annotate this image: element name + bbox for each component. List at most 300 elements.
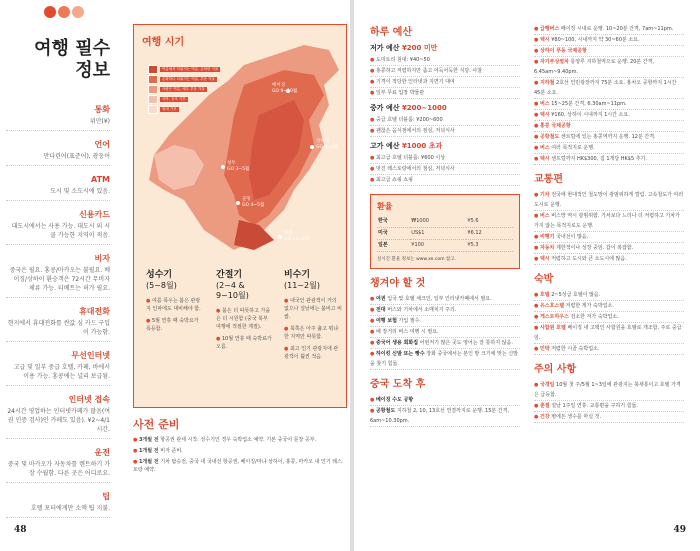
season-column-item <box>146 317 204 333</box>
city-label-chengdu <box>227 161 249 173</box>
city-label-line: 쿤밍 <box>242 197 251 202</box>
season-column-months <box>284 281 342 291</box>
bullet-icon: ● <box>534 292 540 298</box>
bullet-icon: ● <box>534 145 540 151</box>
transport-item-text: 버스망 역시 광범위함. 기차보다 느리나 더 저렴하고 기차가 가지 않는 목적지로도 운행. <box>534 213 680 229</box>
page-gutter <box>350 0 354 551</box>
transport-item-key: 비행기 <box>539 234 555 240</box>
prep-title: 사전 준비 <box>133 418 180 431</box>
pack-item <box>370 338 520 349</box>
sidebar-entry-body: 호텔 포터에게만 소액 팁 지불. <box>6 502 110 518</box>
budget-tier-amount: ¥200~1000 <box>401 104 447 112</box>
lodging-item-text: 베이징 내 고택인 사합원을 호텔로 개조함. 주로 중급임. <box>534 325 682 341</box>
fx-title: 환율 <box>377 202 393 211</box>
airport-item-text: 2호선 인민광장까지 75분 소요. 홍차오 공항까지 1시간 45분 소요. <box>534 80 677 96</box>
season-column <box>284 270 342 365</box>
sidebar-entry-heading: 인터넷 접속 <box>68 395 110 404</box>
budget-item-text: 괜찮은 음식점에서의 점심, 저녁식사 <box>375 128 455 134</box>
bullet-icon: ● <box>534 59 540 65</box>
bullet-icon: ● <box>370 155 376 161</box>
bullet-icon: ● <box>370 296 376 302</box>
sidebar-entry-heading: 통화 <box>94 105 110 114</box>
airport-item-text: ¥80~100, 시내까지 약 30~60분 소요. <box>549 37 640 43</box>
fx-row <box>377 216 513 228</box>
lodging-item-text: 저렴한 게가 숙박업소. <box>564 303 614 309</box>
events-item <box>534 380 684 401</box>
right-column <box>534 24 684 423</box>
sidebar-entry-heading: ATM <box>91 175 110 184</box>
events-item-key: 건강 <box>539 414 550 420</box>
sidebar-entry-body: 만다린어(표준어), 광둥어 <box>6 150 110 166</box>
airport-item-text: 롱양루 지하철역으로 운행. 20분 간격, 6.45am~9.40pm. <box>534 59 655 75</box>
season-column-months <box>146 281 204 291</box>
events-item-text: 설날 1주일 연휴. 교통편을 구하기 힘듦. <box>549 403 638 409</box>
airport-item-key: 택시 <box>539 112 550 118</box>
transport-item <box>534 211 684 232</box>
season-columns <box>134 270 346 398</box>
pack-item-text: 버스와 기차에서 소매치기 주의. <box>385 307 457 313</box>
prep-item-key: 1개월 전 <box>138 459 159 465</box>
sidebar-entry <box>6 209 110 245</box>
bullet-icon: ● <box>534 325 540 331</box>
pack-item-key: 여권 <box>375 296 386 302</box>
city-label-line: GO 3~5월 <box>227 167 250 172</box>
legend-label: 사막, 건조 기후 <box>162 97 186 101</box>
season-column-item-text: 5월 연휴 때 숙박요가 폭등함. <box>146 318 199 332</box>
airport-item-text: 센트럴에 있는 홍콩역까지 운행. 12분 간격. <box>559 134 656 140</box>
fx-country: 미국 <box>377 228 410 240</box>
events-title: 주의 사항 <box>534 364 577 375</box>
bullet-icon: ● <box>534 346 540 352</box>
arrive-item-key: 공항철도 <box>375 408 396 414</box>
transport-item <box>534 254 684 265</box>
transport-item-text: 제한적이나 성장 중임. 갑이 복잡함. <box>554 245 634 251</box>
budget-item-text: 최고급 호텔 더블룸: ¥600 이상 <box>375 155 446 161</box>
sidebar-entry-body: 중국은 필요. 홍콩/마카오는 불필요. 베이징/상하이 환승객은 72시간 무비자 체류 가능. 티베트는 허가 필요. <box>6 264 110 298</box>
budget-item <box>370 77 520 88</box>
legend-row <box>148 75 230 84</box>
sidebar-entry-body: 고급 및 일부 중급 호텔, 카페, 바에서 이용 가능. 홍콩에는 널리 보급됨. <box>6 361 110 386</box>
budget-item-text: 일부 무료 입장 박물관 <box>375 90 425 96</box>
sidebar-entry <box>6 139 110 166</box>
city-label-line: GO 9~10월 <box>272 89 298 94</box>
bullet-icon: ● <box>284 346 290 352</box>
decorative-dots <box>44 6 84 18</box>
bullet-icon: ● <box>534 156 540 162</box>
transport-item-text: 저렴하고 도시와 큰 소도시에 많음. <box>549 256 627 262</box>
lodging-item-key: 민박 <box>539 346 550 352</box>
budget-item <box>370 66 520 77</box>
lodging-item <box>534 312 684 323</box>
pack-title: 챙겨야 할 것 <box>370 278 426 289</box>
budget-item <box>370 88 520 99</box>
airport-item-text: 15~25분 간격, 6.30am~11pm. <box>549 101 627 107</box>
pack-item <box>370 294 520 305</box>
sidebar-entry-body: 중국 및 마카오가 자동차를 렌트하기 가장 수월함. 다른 곳은 어디로요. <box>6 458 110 483</box>
pack-item <box>370 316 520 327</box>
pack-item-key: 전대 <box>375 307 386 313</box>
bullet-icon: ● <box>370 351 376 357</box>
budget-tier-amount: ¥200 미만 <box>401 44 438 52</box>
sidebar-entry <box>6 104 110 131</box>
transport-item-key: 자동차 <box>539 245 555 251</box>
budget-item <box>370 153 520 164</box>
legend-swatch <box>148 75 158 84</box>
sidebar-entry <box>6 174 110 201</box>
airport-item <box>534 99 684 110</box>
airport-item-key: 공항철도 <box>539 134 560 140</box>
airport-item-key: 택시 <box>539 156 550 162</box>
season-column-months-line: (5~8월) <box>146 281 177 290</box>
fx-amount: US$1 <box>410 228 466 240</box>
bullet-icon: ● <box>216 308 222 314</box>
legend-row <box>148 95 230 104</box>
budget-tier-name: 저가 예산 <box>370 44 402 52</box>
sidebar <box>0 0 112 551</box>
prep-item <box>133 436 345 444</box>
bullet-icon: ● <box>534 134 540 140</box>
fx-amount: ₩1000 <box>410 216 466 228</box>
airport-item <box>534 57 684 78</box>
transport-title: 교통편 <box>534 174 563 185</box>
sidebar-entry <box>6 306 110 342</box>
prep-item <box>133 458 345 474</box>
legend-label: 온화하다 더워지는 여름, 추운 겨울 <box>162 77 215 81</box>
prep-item-key: 1개월 전 <box>138 448 159 454</box>
arrive-item <box>370 406 520 427</box>
bullet-icon: ● <box>534 256 540 262</box>
airport-item <box>534 143 684 154</box>
airport-item-text: 베이징 시내로 운행. 10~20분 간격, 7am~11pm. <box>559 26 674 32</box>
city-label-line: 베이징 <box>272 83 286 88</box>
sidebar-entry-body: 위안(¥) <box>6 115 110 131</box>
sidebar-entry-heading: 비자 <box>94 254 110 263</box>
china-climate-map <box>134 25 346 270</box>
fx-row <box>377 228 513 240</box>
bullet-icon: ● <box>133 437 139 443</box>
sidebar-entry-body: 현지에서 휴대전화를 싼값 심 카드 구입이 가능함. <box>6 317 110 342</box>
budget-item <box>370 55 520 66</box>
events-item-key: 국경일 <box>539 382 555 388</box>
prep-item-text: 항공권 관세 시작. 성수기인 경우 숙박업소 예약. 기본 중국어 문장 공부. <box>158 437 317 443</box>
transport-item-text: 국내선이 많음. <box>554 234 589 240</box>
bullet-icon: ● <box>216 336 222 342</box>
fx-note: 실시간 환율 정보는 www.xe.com 참고. <box>377 257 457 262</box>
airport-item-key: 홍콩 국제공항 <box>539 123 571 129</box>
city-label-line: 청두 <box>227 161 236 166</box>
pack-item-text: 어떤저기 많은 곳도 영어는 잘 통하지 않음. <box>418 340 513 346</box>
lodging-item-text: 검소한 저가 숙박업소. <box>568 314 619 320</box>
bullet-icon: ● <box>284 298 290 304</box>
airport-item <box>534 78 684 99</box>
fx-country: 일본 <box>377 240 410 252</box>
legend-label: 여름에서 더워지는 여름, 온화한 겨울 <box>162 67 219 71</box>
season-column-title: 비수기 <box>284 270 311 280</box>
pack-item <box>370 327 520 338</box>
season-column-item-text: 10월 연휴 때 숙박료가 오름. <box>216 336 272 350</box>
arrive-item-key: 베이징 수도 공항 <box>375 397 414 403</box>
sidebar-entry-heading: 무선인터넷 <box>71 351 110 360</box>
season-column-body <box>146 297 204 333</box>
season-column-item-text: 최고 인기 관광지에 관광객이 훨씬 적음. <box>284 346 339 360</box>
season-column-months-line: (2~4 & <box>216 281 245 290</box>
budget-title: 하루 예산 <box>370 27 413 38</box>
legend-label: 열대 기후 <box>162 107 177 111</box>
transport-item <box>534 243 684 254</box>
bullet-icon: ● <box>370 329 376 335</box>
bullet-icon: ● <box>534 112 540 118</box>
bullet-icon: ● <box>370 128 376 134</box>
legend-row <box>148 65 230 74</box>
season-column-body <box>216 307 274 351</box>
airport-item-key: 급행버스 <box>539 26 560 32</box>
fx-value: ¥6.12 <box>466 228 513 240</box>
events-item <box>534 401 684 412</box>
lodging-item <box>534 344 684 355</box>
sidebar-entry-heading: 언어 <box>94 140 110 149</box>
season-column-item <box>284 345 342 361</box>
season-column-item <box>284 325 342 341</box>
bullet-icon: ● <box>370 79 376 85</box>
airport-item-text: 여러 목적지로 운행. <box>549 145 595 151</box>
season-column-title: 성수기 <box>146 270 173 280</box>
prep-section <box>133 416 345 477</box>
prep-item-text: 비자 준비. <box>158 448 183 454</box>
pack-item-key: 하이킹 신발 또는 빵수 <box>375 351 425 357</box>
legend-swatch <box>148 85 158 94</box>
lodging-title: 숙박 <box>534 274 554 285</box>
legend-row <box>148 85 230 94</box>
sidebar-entry <box>6 350 110 386</box>
fx-value: ¥5.6 <box>466 216 513 228</box>
bullet-icon: ● <box>370 90 376 96</box>
sidebar-entry-body: 도시 및 소도시에 있음. <box>6 185 110 201</box>
airport-item <box>534 35 684 46</box>
budget-item <box>370 115 520 126</box>
sidebar-entry-heading: 휴대전화 <box>79 307 110 316</box>
sidebar-entry-heading: 운전 <box>94 448 110 457</box>
lodging-item <box>534 301 684 312</box>
transport-item-key: 택시 <box>539 256 550 262</box>
bullet-icon: ● <box>133 459 139 465</box>
bullet-icon: ● <box>534 48 540 54</box>
bullet-icon: ● <box>370 177 376 183</box>
airport-item-text: 센트럴까지 HK$300, 집 1개당 HK$5 추가. <box>549 156 647 162</box>
city-label-line: GO 4~5월 <box>316 145 339 150</box>
lodging-item-key: 게스트하우스 <box>539 314 569 320</box>
airport-item-key: 택시 <box>539 37 550 43</box>
page-title-line: 여행 필수 <box>34 38 110 59</box>
season-column-item <box>284 297 342 321</box>
sidebar-entries <box>6 104 110 526</box>
transport-item-key: 기차 <box>539 192 550 198</box>
budget-item-text: 중급 호텔 더블룸: ¥200~600 <box>375 117 443 123</box>
bullet-icon: ● <box>534 303 540 309</box>
bullet-icon: ● <box>534 382 540 388</box>
budget-tier-name: 고가 예산 <box>370 142 402 150</box>
budget-tier-amount: ¥1000 초과 <box>401 142 443 150</box>
season-column-item-text: 여름 폭우는 붐은 관광지 인파에도 대비해야 함. <box>146 298 201 312</box>
pack-item-key: 중국어 생용 회화집 <box>375 340 419 346</box>
airport-item-text: ¥160, 상하이 시내까지 1시간 소요. <box>549 112 630 118</box>
sidebar-entry-heading: 신용카드 <box>79 210 110 219</box>
season-column-item-text: 북쪽은 아주 춥고 뭐냐한 지역만 따뜻함. <box>284 326 339 340</box>
page-title <box>18 38 110 82</box>
bullet-icon: ● <box>534 414 540 420</box>
budget-item-text: 기격이 적당한 인터넷과 지면기 대여 <box>375 79 455 85</box>
bullet-icon: ● <box>534 80 540 86</box>
budget-item-text: 홍콩허고 저렴하지만 좀고 어둑어둑한 식당. 사찰 <box>375 68 483 74</box>
bullet-icon: ● <box>534 403 540 409</box>
lodging-item-key: 호텔 <box>539 292 550 298</box>
fx-row <box>377 240 513 252</box>
middle-column <box>370 24 520 427</box>
events-item-key: 춘절 <box>539 403 550 409</box>
legend-row <box>148 105 230 114</box>
legend-swatch <box>148 95 158 104</box>
city-label-beijing <box>272 83 297 95</box>
pack-item <box>370 349 520 370</box>
sidebar-entry <box>6 447 110 483</box>
season-column-months-line: (11~2월) <box>284 281 320 290</box>
lodging-item-key: 사합원 호텔 <box>539 325 566 331</box>
lodging-item <box>534 290 684 301</box>
lodging-item <box>534 323 684 344</box>
airport-item-key: 버스 <box>539 101 550 107</box>
budget-item <box>370 164 520 175</box>
page-number-left: 48 <box>14 525 27 535</box>
bullet-icon: ● <box>146 318 152 324</box>
city-label-line: GO 11~2월 <box>284 237 310 242</box>
fx-country: 한국 <box>377 216 410 228</box>
map-legend <box>148 65 230 115</box>
city-label-line: 상하이 <box>316 139 330 144</box>
pack-item-text: 가입 필수. <box>397 318 422 324</box>
pack-item-text: 장화 중국에서는 본인 발 크기에 맞는 신발을 찾기 힘듦. <box>370 351 518 367</box>
pack-item-text: 입국 및 호텔 체크인, 일부 인터넷카페에서 필요. <box>385 296 492 302</box>
bullet-icon: ● <box>370 408 376 414</box>
budget-tier-heading <box>370 141 520 151</box>
lodging-item-key: 유스호스텔 <box>539 303 565 309</box>
season-box <box>133 24 347 408</box>
bullet-icon: ● <box>146 298 152 304</box>
budget-tier-heading <box>370 43 520 53</box>
transport-item-key: 버스 <box>539 213 550 219</box>
airport-item <box>534 132 684 143</box>
sidebar-entry-body: 대도시에서는 사용 가능. 대도시 외 시골 가능한 지역이 적음. <box>6 220 110 245</box>
pack-item-key: 여행 보험 <box>375 318 398 324</box>
city-label-kunming <box>242 197 264 209</box>
airport-item <box>534 154 684 165</box>
budget-item-text: 최고급 쇼핑 쇼핑 <box>375 177 413 183</box>
budget-tier-name: 중가 예산 <box>370 104 402 112</box>
arrive-item <box>370 395 520 406</box>
airport-item <box>534 110 684 121</box>
season-column-item-text: 내국인 관광객이 거의 없으나 설날에는 붐비고 비쌈. <box>284 298 342 320</box>
pack-item <box>370 305 520 316</box>
legend-swatch <box>148 65 158 74</box>
season-column-body <box>284 297 342 361</box>
bullet-icon: ● <box>534 26 540 32</box>
bullet-icon: ● <box>133 448 139 454</box>
budget-item <box>370 175 520 186</box>
season-column-item-text: 붐은 더 따뜻하고 가을은 더 시원함 (중국 북부 여행에 적절한 계절). <box>216 308 271 330</box>
prep-item <box>133 447 345 455</box>
legend-swatch <box>148 105 158 114</box>
airport-item-key: 지하철 <box>539 80 555 86</box>
lodging-item-text: 저렴한 시골 숙박업소. <box>549 346 600 352</box>
bullet-icon: ● <box>534 192 540 198</box>
bullet-icon: ● <box>370 340 376 346</box>
season-column-item <box>146 297 204 313</box>
exchange-rate-box <box>370 194 520 269</box>
bullet-icon: ● <box>534 314 540 320</box>
events-item <box>534 412 684 423</box>
bullet-icon: ● <box>534 245 540 251</box>
transport-item-text: 전국에 현대적인 철도망이 광범위하게 깔림. 고속철도가 여러 도시로 운행. <box>534 192 684 208</box>
bullet-icon: ● <box>370 307 376 313</box>
season-column <box>216 270 274 355</box>
airport-item-key: 자기부상열차 <box>539 59 569 65</box>
sidebar-entry <box>6 491 110 518</box>
bullet-icon: ● <box>284 326 290 332</box>
lodging-item-text: 2~5성급 호텔이 많음. <box>549 292 601 298</box>
prep-item-key: 3개월 전 <box>138 437 159 443</box>
airport-item <box>534 24 684 35</box>
bullet-icon: ● <box>370 166 376 172</box>
events-item-text: 병에든 생수를 마실 것. <box>549 414 602 420</box>
bullet-icon: ● <box>370 68 376 74</box>
bullet-icon: ● <box>370 318 376 324</box>
bullet-icon: ● <box>534 123 540 129</box>
bullet-icon: ● <box>534 37 540 43</box>
airport-item-key: 버스 <box>539 145 550 151</box>
season-column-title: 간절기 <box>216 270 243 280</box>
fx-value: ¥5.3 <box>466 240 513 252</box>
season-column-months <box>216 281 274 301</box>
bullet-icon: ● <box>534 234 540 240</box>
city-label-shanghai <box>316 139 338 151</box>
season-column-months-line: 9~10월) <box>216 291 249 300</box>
season-title: 여행 시기 <box>142 37 185 48</box>
legend-label: 사람은 여름, 매우 추운 겨울 <box>162 87 205 91</box>
bullet-icon: ● <box>534 101 540 107</box>
city-label-line: 홍콩 <box>284 231 293 236</box>
bullet-icon: ● <box>370 117 376 123</box>
airport-item <box>534 121 684 132</box>
fx-amount: ¥100 <box>410 240 466 252</box>
season-column-item <box>216 307 274 331</box>
events-item-text: 10월 첫 주/5월 1~3일에 관광지는 북새통이고 호텔 가격은 급등함. <box>534 382 681 398</box>
transport-item <box>534 232 684 243</box>
pack-item-text: 배 장거리 버스 여행 시 필요. <box>375 329 439 335</box>
bullet-icon: ● <box>370 57 376 63</box>
sidebar-entry <box>6 394 110 439</box>
city-label-line: GO 4~5월 <box>242 203 265 208</box>
sidebar-entry-heading: 팁 <box>102 492 110 501</box>
page-number-right: 49 <box>673 525 686 535</box>
arrive-title: 중국 도착 후 <box>370 379 426 390</box>
budget-item-text: 멋진 레스토랑에서의 점심, 저녁식사 <box>375 166 455 172</box>
bullet-icon: ● <box>534 213 540 219</box>
season-column-item <box>216 335 274 351</box>
budget-item <box>370 126 520 137</box>
prep-item-text: 기차 탑승전, 중국 내 국내선 항공권, 베이징/마냐 상하이, 홍콩, 마카오 내 인기 레스토랑 예약. <box>133 459 342 473</box>
season-column <box>146 270 204 337</box>
budget-item-text: 도미토리 침대: ¥40~50 <box>375 57 430 63</box>
airport-item-key: 상하이 푸동 국제공항 <box>539 48 587 54</box>
city-label-hongkong <box>284 231 309 243</box>
